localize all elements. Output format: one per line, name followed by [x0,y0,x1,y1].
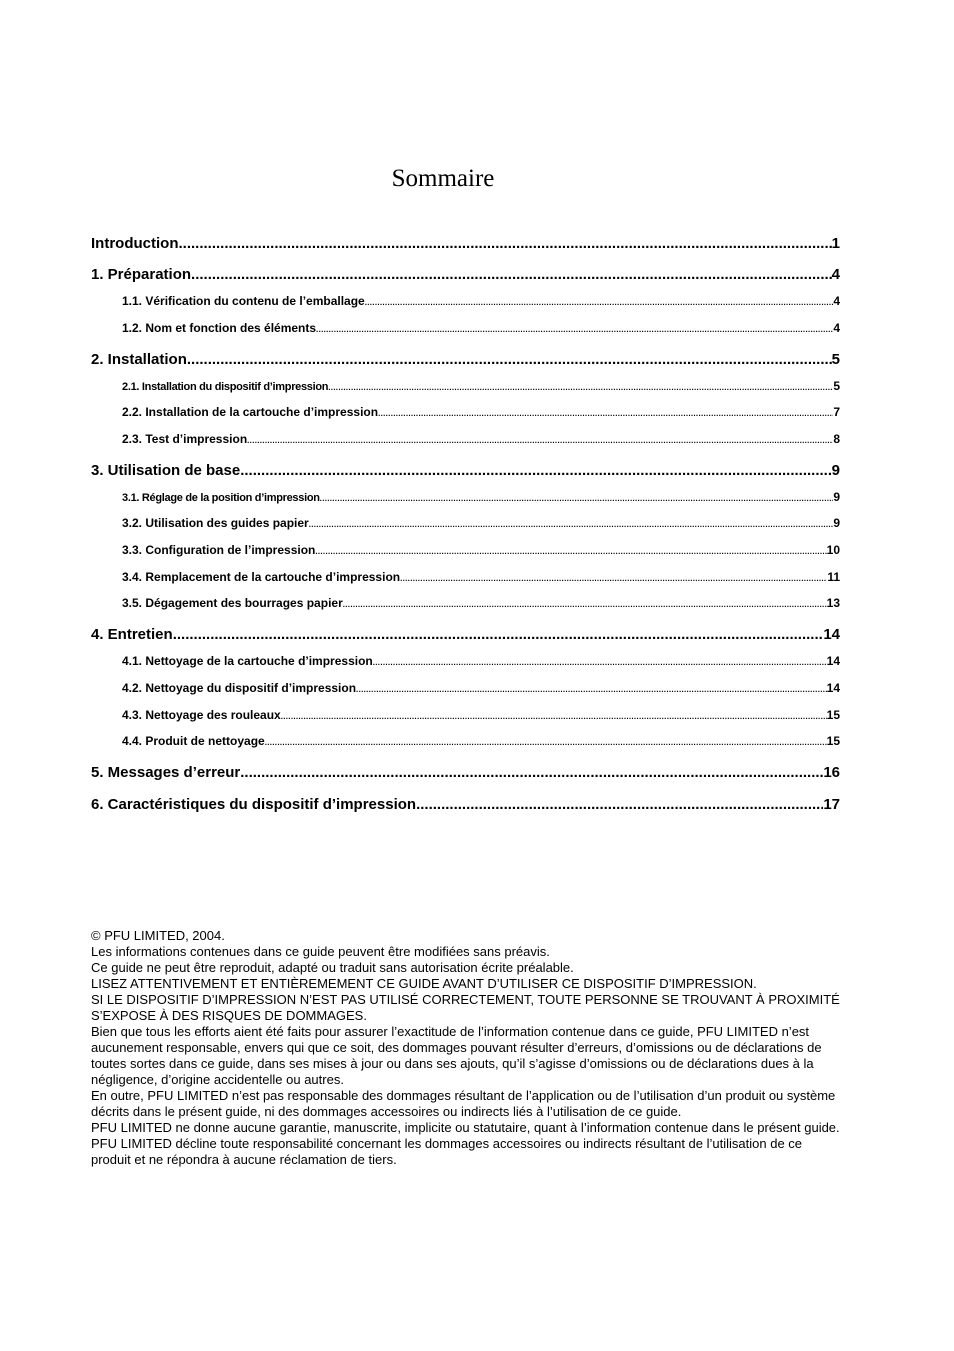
toc-label: 1. Préparation [91,266,192,283]
toc-page: 10 [826,543,840,557]
toc-leader [247,432,833,448]
toc-entry-messages[interactable] [91,764,840,782]
toc-entry-4-3[interactable] [91,708,840,724]
toc-page: 5 [833,379,840,393]
toc-leader [191,266,832,284]
toc-entry-2-2[interactable] [91,405,840,421]
legal-notice [91,928,843,1168]
toc-leader [187,351,832,369]
toc-label: 2. Installation [91,351,187,368]
legal-paragraph: SI LE DISPOSITIF D’IMPRESSION N’EST PAS UTILISÉ CORRECTEMENT, TOUTE PERSONNE SE TROUVANT À PROXIMITÉ S’EXPOSE À DES RISQUES DE DOMMAGES. [91,992,840,1023]
toc-page: 8 [833,432,840,446]
toc-page: 4 [833,321,840,335]
toc-label: 2.2. Installation de la cartouche d’impression [122,405,379,419]
toc-leader [400,570,827,586]
toc-label: 2.3. Test d’impression [122,432,248,446]
toc-entry-preparation[interactable] [91,266,840,284]
toc-page: 9 [833,490,840,504]
toc-page: 5 [831,351,840,368]
toc-page: 4 [831,266,840,283]
toc-label: 1.2. Nom et fonction des éléments [122,321,317,335]
toc-page: 14 [826,681,840,695]
toc-page: 1 [831,235,840,252]
toc-entry-2-1[interactable] [91,379,840,395]
toc-label: 4.4. Produit de nettoyage [122,734,265,748]
toc-label: 4.1. Nettoyage de la cartouche d’impression [122,654,373,668]
legal-paragraph: Les informations contenues dans ce guide peuvent être modifiées sans préavis. [91,944,550,959]
toc-label: Introduction [91,235,179,252]
toc-entry-2-3[interactable] [91,432,840,448]
toc-label: 3.4. Remplacement de la cartouche d’impression [122,570,401,584]
toc-page: 14 [823,626,840,643]
toc-leader [356,681,827,697]
toc-page: 11 [827,570,840,584]
legal-paragraph: Ce guide ne peut être reproduit, adapté ou traduit sans autorisation écrite préalable. [91,960,574,975]
toc-label: 4. Entretien [91,626,173,643]
toc-entry-3-4[interactable] [91,570,840,586]
toc-entry-caracteristiques[interactable] [91,796,840,814]
toc-label: 1.1. Vérification du contenu de l’emballage [122,294,365,308]
toc-page: 15 [826,734,840,748]
toc-page: 9 [831,462,840,479]
toc-leader [378,405,833,421]
toc-entry-3-5[interactable] [91,596,840,612]
toc-page: 17 [823,796,840,813]
toc-label: 5. Messages d’erreur [91,764,241,781]
toc-page: 15 [826,708,840,722]
toc-entry-3-2[interactable] [91,516,840,532]
toc-entry-3-3[interactable] [91,543,840,559]
legal-paragraph: PFU LIMITED décline toute responsabilité concernant les dommages accessoires ou indirects résultant de l’utilisation de ce produit et ne répondra à aucune réclamation de tiers. [91,1136,803,1167]
toc-leader [178,235,831,253]
toc-label: 3.2. Utilisation des guides papier [122,516,309,530]
toc-leader [373,654,827,670]
toc-leader [328,379,833,395]
toc-label: 3.1. Réglage de la position d’impression [122,492,320,504]
legal-paragraph: PFU LIMITED ne donne aucune garantie, manuscrite, implicite ou statutaire, quant à l’information contenue dans le présent guide. [91,1120,840,1135]
toc-leader [365,294,834,310]
toc-label: 3.5. Dégagement des bourrages papier [122,596,343,610]
toc-label: 3.3. Configuration de l’impression [122,543,316,557]
toc-entry-4-2[interactable] [91,681,840,697]
toc-leader [315,543,826,559]
toc-leader [309,516,834,532]
toc-entry-4-1[interactable] [91,654,840,670]
toc-leader [265,734,827,750]
toc-leader [240,764,823,782]
toc-page: 9 [833,516,840,530]
toc-label: 4.2. Nettoyage du dispositif d’impression [122,681,357,695]
toc-page: 13 [826,596,840,610]
toc-label: 2.1. Installation du dispositif d’impression [122,381,329,393]
toc-leader [240,462,831,480]
toc-label: 6. Caractéristiques du dispositif d’impression [91,796,417,813]
toc-page: 14 [826,654,840,668]
toc-label: 4.3. Nettoyage des rouleaux [122,708,281,722]
toc-entry-utilisation[interactable] [91,462,840,480]
toc-leader [320,490,834,506]
toc-label: 3. Utilisation de base [91,462,241,479]
toc-page: 4 [833,294,840,308]
page-title: Sommaire [391,165,495,192]
toc-entry-1-1[interactable] [91,294,840,310]
toc-leader [281,708,827,724]
toc-entry-4-4[interactable] [91,734,840,750]
copyright-line: © PFU LIMITED, 2004. [91,928,225,943]
toc-leader [416,796,823,814]
toc-entry-introduction[interactable] [91,235,840,253]
table-of-contents [91,0,840,830]
legal-paragraph: En outre, PFU LIMITED n’est pas responsable des dommages résultant de l’application ou de l’utilisation d’un produit ou système décrits dans le présent guide, ni des dommages accessoires ou indirects liés à l’utilisation de ce guide. [91,1088,836,1119]
legal-paragraph: LISEZ ATTENTIVEMENT ET ENTIÈREMEMENT CE GUIDE AVANT D’UTILISER CE DISPOSITIF D’IMPRESSION. [91,976,757,991]
toc-entry-3-1[interactable] [91,490,840,506]
toc-entry-1-2[interactable] [91,321,840,337]
legal-paragraph: Bien que tous les efforts aient été faits pour assurer l’exactitude de l’information contenue dans ce guide, PFU LIMITED n’est aucunement responsable, envers qui que ce soit, des dommages pouvant résulter d’erreurs, d’omissions ou de déclarations de toutes sortes dans ce guide, dans ses mises à jour ou dans ses ajouts, qu’il s’agisse d’omissions ou de déclarations dues à la négligence, d’origine accidentelle ou autres. [91,1024,822,1087]
toc-page: 7 [833,405,840,419]
toc-leader [173,626,824,644]
toc-leader [316,321,833,337]
toc-leader [343,596,827,612]
toc-page: 16 [823,764,840,781]
toc-entry-installation[interactable] [91,351,840,369]
toc-entry-entretien[interactable] [91,626,840,644]
